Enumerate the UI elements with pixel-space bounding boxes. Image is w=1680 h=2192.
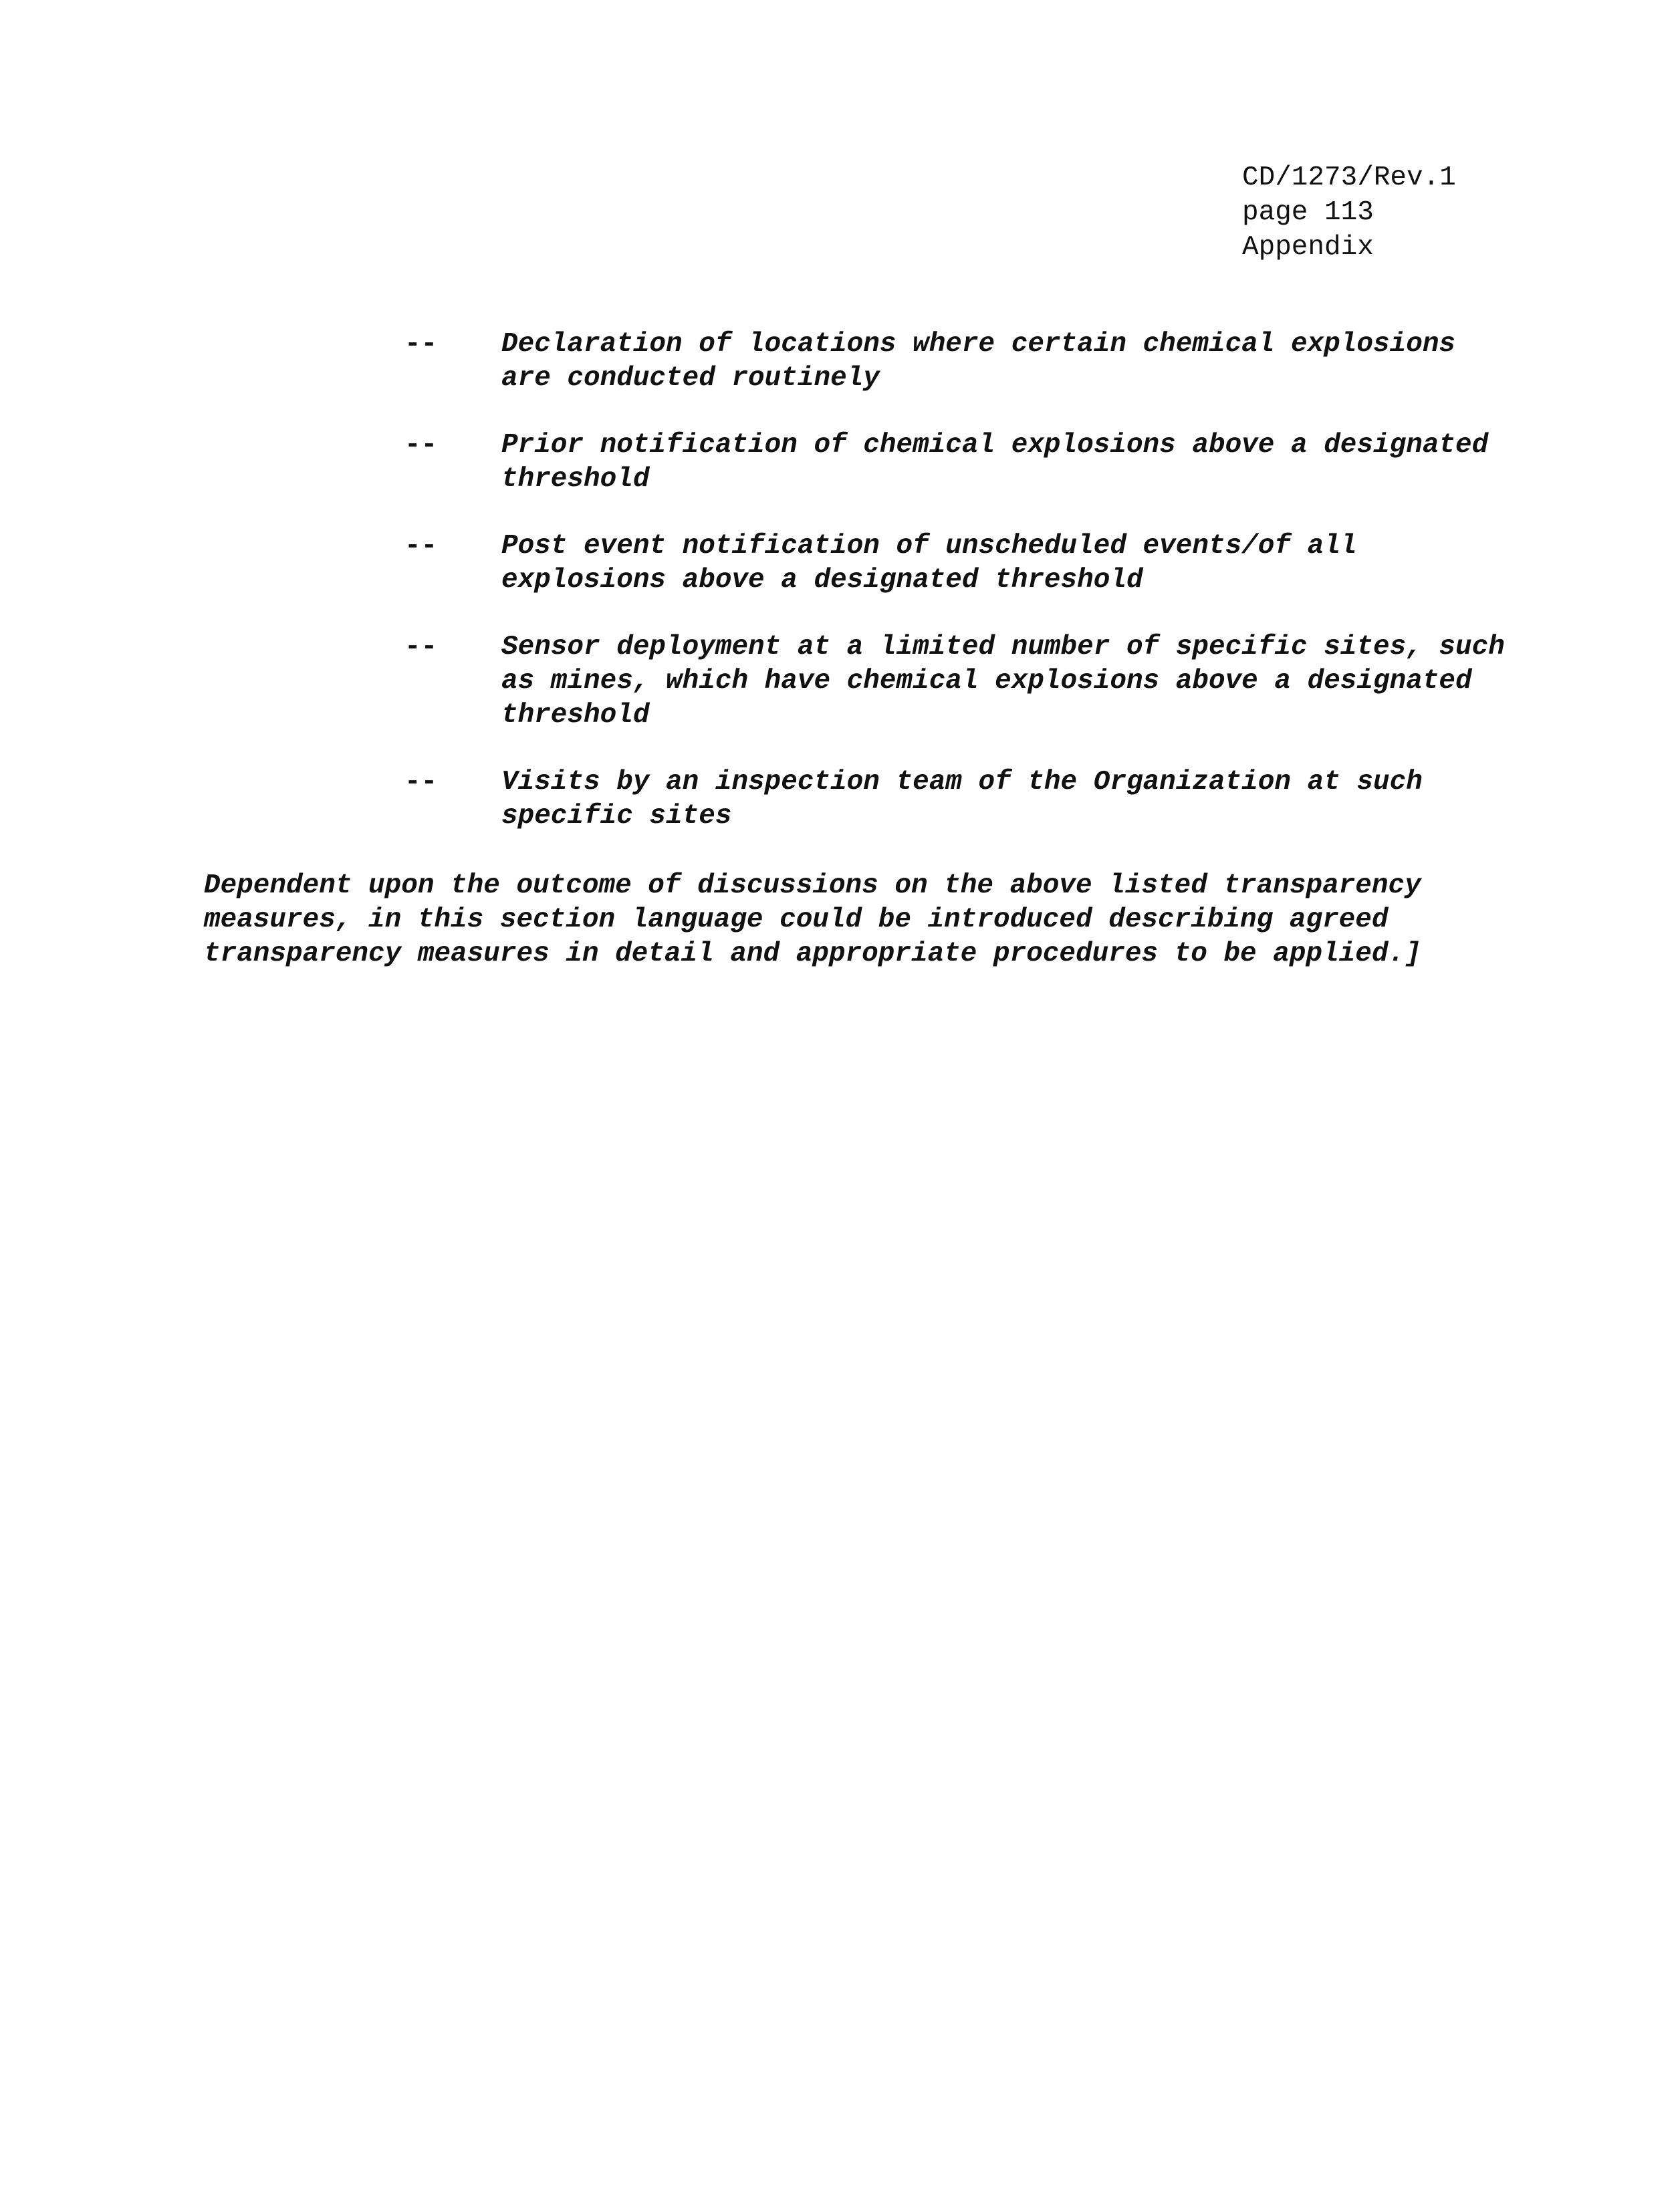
list-item [404,765,1554,834]
document-header [1242,160,1456,265]
list-dash: -- [404,531,438,562]
list-item-text: Post event notification of unscheduled events/of all explosions above a designated threshold [501,531,1357,596]
page-number: page 113 [1242,197,1374,228]
list-item [404,529,1554,598]
closing-paragraph: Dependent upon the outcome of discussions on the above listed transparency measures, in this section language could be introduced describing agreed transparency measures in detail and appropriate procedures to be applied.] [204,870,1421,969]
list-item-text: Declaration of locations where certain chemical explosions are conducted routinely [501,329,1456,394]
list-item-text: Visits by an inspection team of the Organization at such specific sites [501,767,1423,832]
list-item [404,429,1554,497]
list-dash: -- [404,632,438,662]
transparency-measures-list [404,328,1554,866]
list-item [404,630,1554,733]
list-item-text: Sensor deployment at a limited number of specific sites, such as mines, which have chemical explosions above a designated threshold [501,632,1505,731]
list-dash: -- [404,329,438,360]
list-dash: -- [404,430,438,461]
list-dash: -- [404,767,438,798]
section-label: Appendix [1242,232,1374,263]
list-item [404,328,1554,396]
document-reference: CD/1273/Rev.1 [1242,162,1456,193]
list-item-text: Prior notification of chemical explosions above a designated threshold [501,430,1489,495]
